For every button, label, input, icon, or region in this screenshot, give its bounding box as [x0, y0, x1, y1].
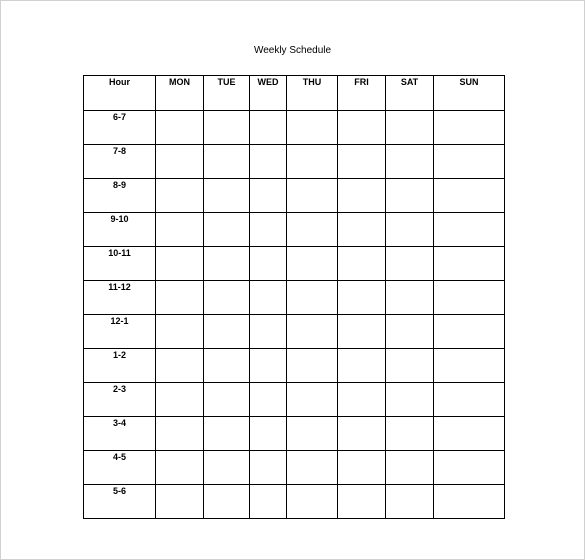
header-sun: SUN [434, 76, 505, 111]
schedule-cell-fri[interactable] [338, 383, 386, 417]
schedule-cell-sun[interactable] [434, 417, 505, 451]
schedule-cell-thu[interactable] [287, 451, 338, 485]
schedule-cell-thu[interactable] [287, 349, 338, 383]
schedule-cell-mon[interactable] [156, 145, 204, 179]
schedule-cell-mon[interactable] [156, 281, 204, 315]
schedule-cell-sun[interactable] [434, 383, 505, 417]
schedule-cell-fri[interactable] [338, 281, 386, 315]
schedule-cell-fri[interactable] [338, 213, 386, 247]
schedule-cell-sat[interactable] [386, 383, 434, 417]
schedule-cell-tue[interactable] [204, 383, 250, 417]
schedule-cell-tue[interactable] [204, 349, 250, 383]
header-row [84, 76, 505, 111]
schedule-cell-fri[interactable] [338, 179, 386, 213]
header-sat: SAT [386, 76, 434, 111]
weekly-schedule-table [83, 75, 505, 519]
schedule-cell-fri[interactable] [338, 417, 386, 451]
table-row [84, 213, 505, 247]
schedule-cell-thu[interactable] [287, 315, 338, 349]
hour-cell: 6-7 [84, 111, 156, 145]
schedule-cell-thu[interactable] [287, 247, 338, 281]
schedule-cell-fri[interactable] [338, 145, 386, 179]
table-row [84, 179, 505, 213]
schedule-cell-mon[interactable] [156, 485, 204, 519]
schedule-cell-sat[interactable] [386, 111, 434, 145]
schedule-cell-sun[interactable] [434, 213, 505, 247]
schedule-cell-tue[interactable] [204, 145, 250, 179]
header-thu: THU [287, 76, 338, 111]
header-wed: WED [250, 76, 287, 111]
schedule-cell-tue[interactable] [204, 111, 250, 145]
schedule-cell-sat[interactable] [386, 349, 434, 383]
hour-cell: 7-8 [84, 145, 156, 179]
hour-cell: 2-3 [84, 383, 156, 417]
table-row [84, 247, 505, 281]
schedule-cell-fri[interactable] [338, 315, 386, 349]
schedule-cell-wed[interactable] [250, 281, 287, 315]
schedule-cell-sat[interactable] [386, 315, 434, 349]
schedule-cell-thu[interactable] [287, 281, 338, 315]
schedule-cell-wed[interactable] [250, 247, 287, 281]
schedule-cell-fri[interactable] [338, 451, 386, 485]
schedule-cell-tue[interactable] [204, 417, 250, 451]
schedule-cell-mon[interactable] [156, 417, 204, 451]
schedule-cell-wed[interactable] [250, 179, 287, 213]
schedule-cell-tue[interactable] [204, 179, 250, 213]
schedule-cell-sun[interactable] [434, 145, 505, 179]
schedule-cell-fri[interactable] [338, 111, 386, 145]
schedule-cell-wed[interactable] [250, 315, 287, 349]
schedule-cell-thu[interactable] [287, 145, 338, 179]
hour-cell: 3-4 [84, 417, 156, 451]
schedule-cell-sun[interactable] [434, 451, 505, 485]
schedule-cell-wed[interactable] [250, 213, 287, 247]
document-title-text: Weekly Schedule [253, 45, 332, 56]
schedule-cell-mon[interactable] [156, 111, 204, 145]
header-mon: MON [156, 76, 204, 111]
schedule-cell-tue[interactable] [204, 451, 250, 485]
table-row [84, 349, 505, 383]
document-title [0, 44, 585, 58]
hour-cell: 4-5 [84, 451, 156, 485]
hour-cell: 11-12 [84, 281, 156, 315]
header-hour: Hour [84, 76, 156, 111]
schedule-cell-sat[interactable] [386, 213, 434, 247]
hour-cell: 10-11 [84, 247, 156, 281]
schedule-cell-sat[interactable] [386, 451, 434, 485]
schedule-cell-sun[interactable] [434, 281, 505, 315]
schedule-cell-tue[interactable] [204, 315, 250, 349]
table-row [84, 451, 505, 485]
hour-cell: 5-6 [84, 485, 156, 519]
schedule-cell-sat[interactable] [386, 485, 434, 519]
schedule-cell-mon[interactable] [156, 213, 204, 247]
table-row [84, 383, 505, 417]
schedule-cell-tue[interactable] [204, 485, 250, 519]
schedule-cell-sun[interactable] [434, 247, 505, 281]
schedule-cell-tue[interactable] [204, 213, 250, 247]
schedule-cell-sun[interactable] [434, 315, 505, 349]
table-row [84, 417, 505, 451]
schedule-cell-sat[interactable] [386, 247, 434, 281]
schedule-cell-sun[interactable] [434, 349, 505, 383]
table-row [84, 315, 505, 349]
table-row [84, 145, 505, 179]
schedule-cell-mon[interactable] [156, 247, 204, 281]
schedule-body [84, 111, 505, 519]
schedule-cell-wed[interactable] [250, 111, 287, 145]
schedule-cell-thu[interactable] [287, 111, 338, 145]
schedule-cell-sun[interactable] [434, 179, 505, 213]
schedule-cell-wed[interactable] [250, 349, 287, 383]
schedule-cell-fri[interactable] [338, 247, 386, 281]
schedule-cell-mon[interactable] [156, 451, 204, 485]
schedule-cell-fri[interactable] [338, 349, 386, 383]
hour-cell: 1-2 [84, 349, 156, 383]
schedule-cell-sat[interactable] [386, 179, 434, 213]
table-row [84, 111, 505, 145]
schedule-cell-mon[interactable] [156, 179, 204, 213]
schedule-cell-sat[interactable] [386, 145, 434, 179]
schedule-cell-fri[interactable] [338, 485, 386, 519]
table-row [84, 485, 505, 519]
schedule-cell-thu[interactable] [287, 213, 338, 247]
schedule-cell-thu[interactable] [287, 179, 338, 213]
hour-cell: 8-9 [84, 179, 156, 213]
schedule-cell-mon[interactable] [156, 383, 204, 417]
schedule-cell-thu[interactable] [287, 485, 338, 519]
schedule-cell-thu[interactable] [287, 417, 338, 451]
schedule-cell-sat[interactable] [386, 417, 434, 451]
schedule-cell-wed[interactable] [250, 383, 287, 417]
schedule-cell-wed[interactable] [250, 485, 287, 519]
schedule-cell-wed[interactable] [250, 417, 287, 451]
schedule-cell-mon[interactable] [156, 349, 204, 383]
schedule-cell-tue[interactable] [204, 281, 250, 315]
hour-cell: 12-1 [84, 315, 156, 349]
schedule-cell-mon[interactable] [156, 315, 204, 349]
table-row [84, 281, 505, 315]
header-tue: TUE [204, 76, 250, 111]
schedule-cell-sun[interactable] [434, 111, 505, 145]
schedule-cell-sat[interactable] [386, 281, 434, 315]
header-fri: FRI [338, 76, 386, 111]
schedule-cell-wed[interactable] [250, 451, 287, 485]
schedule-cell-wed[interactable] [250, 145, 287, 179]
schedule-cell-thu[interactable] [287, 383, 338, 417]
hour-cell: 9-10 [84, 213, 156, 247]
schedule-cell-sun[interactable] [434, 485, 505, 519]
schedule-cell-tue[interactable] [204, 247, 250, 281]
